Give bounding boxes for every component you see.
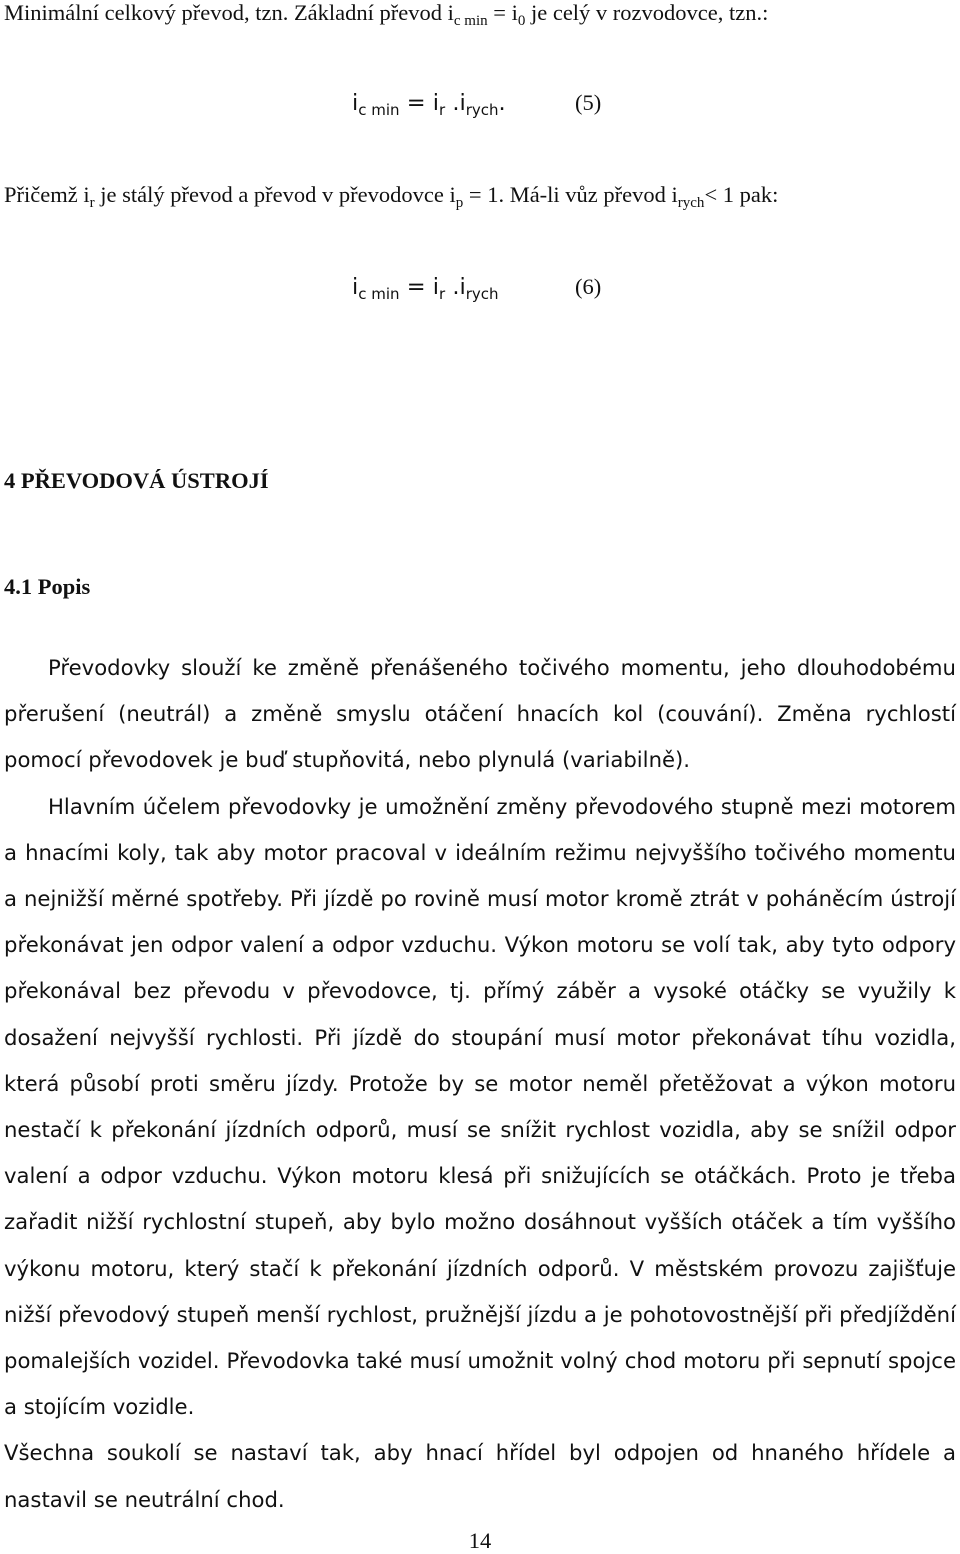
formula5-eq: = i (399, 90, 439, 116)
formula5-sub-r: r (439, 101, 446, 119)
formula-6-number: (6) (575, 274, 602, 299)
page-number: 14 (468, 1528, 492, 1553)
condition-line (4, 182, 779, 211)
intro-text-suffix: je celý v rozvodovce, tzn.: (525, 0, 769, 25)
formula5-i: i (352, 90, 359, 116)
chapter-heading: 4 PŘEVODOVÁ ÚSTROJÍ (4, 468, 269, 493)
section-heading: 4.1 Popis (4, 574, 91, 599)
condition-sub-rych: rych (677, 195, 705, 211)
formula5-sub-c-min: c min (358, 101, 400, 119)
condition-part2: je stálý převod a převod v převodovce i (94, 182, 456, 207)
formula6-i: i (352, 274, 359, 300)
condition-part1: Přičemž i (4, 182, 90, 207)
condition-sub-r: r (89, 195, 95, 211)
condition-part4: < 1 pak: (704, 182, 779, 207)
formula6-dot-i: .i (445, 274, 466, 300)
formula-5-number: (5) (575, 90, 602, 115)
formula5-dot-i: .i (445, 90, 466, 116)
formula6-sub-r: r (439, 285, 446, 303)
intro-eq: = i (487, 0, 518, 25)
paragraph-description: Převodovky slouží ke změně přenášeného točivého momentu, jeho dlouhodobému přerušení (neutrál) a změně smyslu otáčení hnacích kol (couvání). Změna rychlostí pomocí převodovek je buď stupňovitá, nebo plynulá (variabilně). (4, 655, 956, 773)
paragraph-neutral: Všechna soukolí se nastaví tak, aby hnací hřídel byl odpojen od hnaného hřídele a nastavil se neutrální chod. (4, 1440, 956, 1512)
formula5-end: . (498, 90, 506, 116)
condition-part3: = 1. Má-li vůz převod i (463, 182, 678, 207)
intro-sub-c-min: c min (453, 13, 488, 29)
formula6-sub-c-min: c min (358, 285, 400, 303)
formula-5 (352, 90, 506, 119)
formula5-sub-rych: rych (465, 101, 499, 119)
condition-sub-p: p (455, 195, 464, 211)
intro-line (4, 0, 769, 29)
formula-6 (352, 274, 499, 303)
body-text (4, 645, 956, 1523)
intro-sub-0: 0 (517, 13, 526, 29)
formula6-sub-rych: rych (465, 285, 499, 303)
formula6-eq: = i (399, 274, 439, 300)
intro-text-prefix: Minimální celkový převod, tzn. Základní převod i (4, 0, 454, 25)
paragraph-purpose: Hlavním účelem převodovky je umožnění změny převodového stupně mezi motorem a hnacími koly, tak aby motor pracoval v ideálním režimu nejvyššího točivého momentu a nejnižší měrné spotřeby. Při jízdě po rovině musí motor kromě ztrát v poháněcím ústrojí překonávat jen odpor valení a odpor vzduchu. Výkon motoru se volí tak, aby tyto odpory překonával bez převodu v převodovce, tj. přímý záběr a vysoké otáčky se využily k dosažení nejvyšší rychlosti. Při jízdě do stoupání musí motor překonávat tíhu vozidla, která působí proti směru jízdy. Protože by se motor neměl přetěžovat a výkon motoru nestačí k překonání jízdních odporů, musí se snížit rychlost vozidla, aby se snížil odpor valení a odpor vzduchu. Výkon motoru klesá při snižujících se otáčkách. Proto je třeba zařadit nižší rychlostní stupeň, aby bylo možno dosáhnout vyšších otáček a tím vyššího výkonu motoru, který stačí k překonání jízdních odporů. V městském provozu zajišťuje nižší převodový stupeň menší rychlost, pružnější jízdu a je pohotovostnější při předjíždění pomalejších vozidel. Převodovka také musí umožnit volný chod motoru při sepnutí spojce a stojícím vozidle. (4, 793, 956, 1420)
